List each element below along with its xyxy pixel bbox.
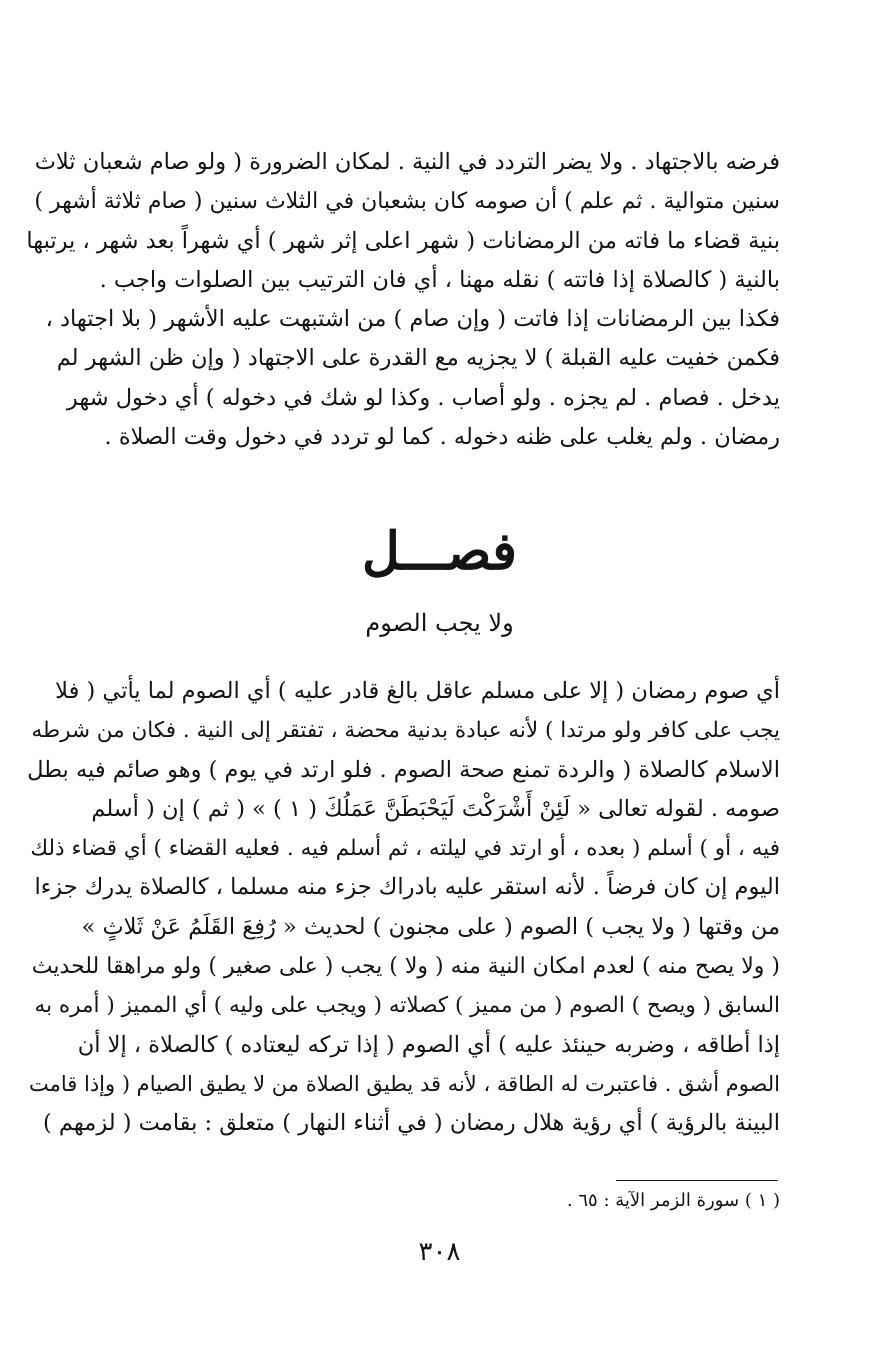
footnote-divider (616, 1180, 778, 1181)
text-line: يدخل . فصام . لم يجزه . ولو أصاب . وكذا لو شك في دخوله ) أي دخول شهر (66, 384, 780, 411)
section-heading: فصـــل (361, 521, 518, 582)
footnote: ( ١ ) سورة الزمر الآية : ٦٥ . (566, 1190, 780, 1211)
text-line: فكمن خفيت عليه القبلة ) لا يجزيه مع القدرة على الاجتهاد ( وإن ظن الشهر لم (56, 345, 780, 372)
text-line: بالنية ( كالصلاة إذا فاتته ) نقله مهنا ، أي فان الترتيب بين الصلوات واجب . (99, 266, 780, 293)
text-line: فكذا بين الرمضانات إذا فاتت ( وإن صام ) من اشتبهت عليه الأشهر ( بلا اجتهاد ، (45, 306, 780, 333)
text-line: ( ولا يصح منه ) لعدم امكان النية منه ( ولا ) يجب ( على صغير ) ولو مراهقا للحديث (31, 954, 780, 980)
text-line: من وقتها ( ولا يجب ) الصوم ( على مجنون ) لحديث « رُفِعَ القَلَمُ عَنْ ثَلاثٍ » (81, 913, 780, 940)
text-line: بنية قضاء ما فاته من الرمضانات ( شهر اعلى إثر شهر ) أي شهراً بعد شهر ، يرتبها (26, 227, 780, 254)
text-line: إذا أطاقه ، وضربه حينئذ عليه ) أي الصوم ( إذا تركه ليعتاده ) كالصلاة ، إلا أن (77, 1031, 780, 1058)
text-line: رمضان . ولم يغلب على ظنه دخوله . كما لو تردد في دخول وقت الصلاة . (104, 424, 780, 451)
text-line: يجب على كافر ولو مرتدا ) لأنه عبادة بدنية محضة ، تفتقر إلى النية . فكان من شرطه (31, 718, 780, 744)
paragraph-1 (20, 143, 780, 457)
text-line: أي صوم رمضان ( إلا على مسلم عاقل بالغ قادر عليه ) أي الصوم لما يأتي ( فلا (55, 678, 780, 704)
text-line: البينة بالرؤية ) أي رؤية هلال رمضان ( في أثناء النهار ) متعلق : بقامت ( لزمهم ) (43, 1110, 780, 1137)
text-line: السابق ( ويصح ) الصوم ( من مميز ) كصلاته ( ويجب على وليه ) أي المميز ( أمره به (34, 993, 780, 1019)
page-number: ٣٠٨ (418, 1237, 461, 1267)
text-line: الاسلام كالصلاة ( والردة تمنع صحة الصوم . فلو ارتد في يوم ) وهو صائم فيه بطل (27, 756, 780, 783)
text-line: صومه . لقوله تعالى « لَئِنْ أَشْرَكْتَ لَيَحْبَطَنَّ عَمَلُكَ ( ١ ) » ( ثم ) إن ( أسلم (91, 795, 780, 822)
section-subheading: ولا يجب الصوم (365, 609, 514, 637)
text-line: الصوم أشق . فاعتبرت له الطاقة ، لأنه قد يطيق الصلاة من لا يطيق الصيام ( وإذا قامت (29, 1071, 780, 1096)
text-line: سنين متوالية . ثم علم ) أن صومه كان بشعبان في الثلاث سنين ( صام ثلاثة أشهر ) (34, 189, 780, 215)
text-line: اليوم إن كان فرضاً . لأنه استقر عليه بادراك جزء منه مسلما ، كالصلاة يدرك جزءا (34, 874, 780, 901)
text-line: فيه ، أو ) أسلم ( بعده ، أو ارتد في ليلته ، ثم أسلم فيه . فعليه القضاء ) أي قضاء ذلك (30, 836, 780, 862)
paragraph-2 (20, 672, 780, 1144)
text-line: فرضه بالاجتهاد . ولا يضر التردد في النية . لمكان الضرورة ( ولو صام شعبان ثلاث (34, 149, 780, 175)
